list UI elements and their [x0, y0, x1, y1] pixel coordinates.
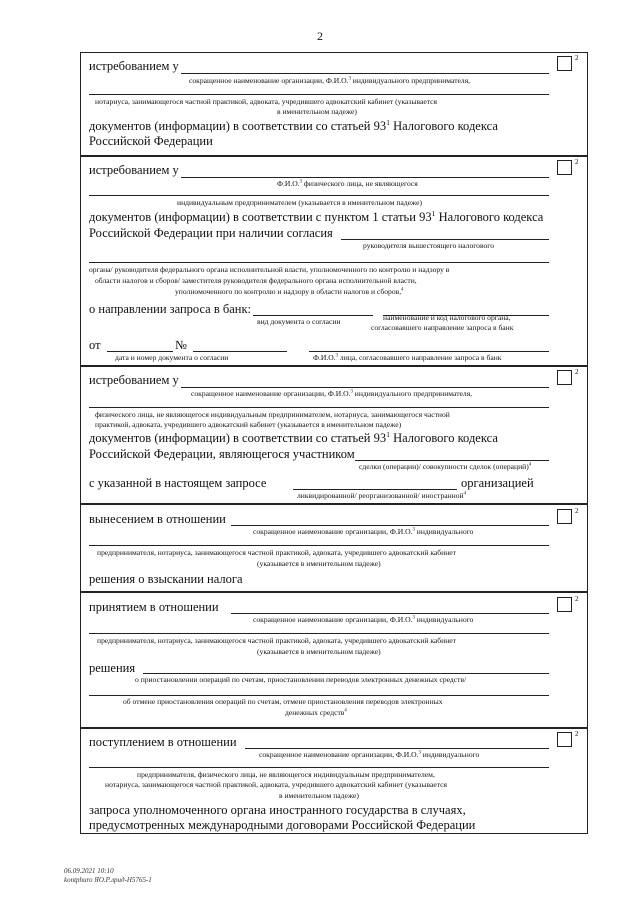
- block-paragraph: о направлении запроса в банк:: [89, 302, 252, 316]
- fill-line[interactable]: [253, 315, 373, 316]
- field-hint: сокращенное наименование организации, Ф.И.О.$^3$ индивидуального: [253, 527, 474, 536]
- field-hint: в именительном падеже): [279, 791, 359, 800]
- fill-line[interactable]: [89, 767, 549, 768]
- checkbox-number: 2: [575, 368, 579, 376]
- option-checkbox[interactable]: [557, 160, 572, 175]
- block-paragraph: Российской Федерации при наличии согласия: [89, 226, 333, 240]
- block-paragraph: организацией: [461, 476, 534, 490]
- field-hint: наименование и код налогового органа,: [383, 313, 511, 322]
- option-checkbox[interactable]: [557, 597, 572, 612]
- block-request-from-organization: [80, 52, 588, 156]
- block-collection-decision: [80, 504, 588, 592]
- fill-line[interactable]: [89, 695, 549, 696]
- field-hint: сокращенное наименование организации, Ф.И.О.$^3$ индивидуального: [253, 615, 474, 624]
- field-hint: вид документа о согласии: [257, 317, 341, 326]
- field-hint: в именительном падеже): [277, 107, 357, 116]
- option-checkbox[interactable]: [557, 509, 572, 524]
- block-request-from-individual: [80, 156, 588, 366]
- footer-source: kontphuro ЯО.Р.лрид-Н5765-1: [64, 876, 152, 884]
- fill-line[interactable]: [89, 94, 549, 95]
- block-foreign-request: [80, 728, 588, 834]
- field-hint: предпринимателя, нотариуса, занимающегося частной практикой, адвоката, учредившего адвокатский кабинет: [97, 636, 456, 645]
- field-hint: руководителя вышестоящего налогового: [363, 241, 495, 250]
- field-hint: сокращенное наименование организации, Ф.И.О.$^3$ индивидуального предпринимателя,: [189, 76, 471, 85]
- field-hint: индивидуальным предпринимателем (указывается в именительном падеже): [177, 198, 423, 207]
- field-hint: Ф.И.О.$^3$ физического лица, не являющегося: [277, 179, 418, 188]
- option-checkbox[interactable]: [557, 56, 572, 71]
- fill-line[interactable]: [341, 239, 549, 240]
- fill-line[interactable]: [181, 73, 549, 74]
- fill-line[interactable]: [231, 525, 549, 526]
- block-paragraph: документов (информации) в соответствии со статьей $93^1$ Налогового кодекса: [89, 429, 498, 445]
- block-paragraph: решения о взыскании налога: [89, 572, 243, 586]
- field-hint: органа/ руководителя федерального органа исполнительной власти, уполномоченного по контролю и надзору в: [89, 265, 450, 274]
- block-lead-text: истребованием у: [89, 59, 179, 73]
- block-paragraph: Российской Федерации: [89, 134, 213, 148]
- block-lead-text: поступлением в отношении: [89, 735, 237, 749]
- field-hint: денежных средств$^4$: [285, 708, 347, 717]
- option-checkbox[interactable]: [557, 732, 572, 747]
- block-lead-text: вынесением в отношении: [89, 512, 226, 526]
- number-sign: №: [175, 338, 187, 352]
- fill-line[interactable]: [89, 633, 549, 634]
- block-paragraph: решения: [89, 661, 136, 675]
- block-paragraph: с указанной в настоящем запросе: [89, 476, 267, 490]
- checkbox-number: 2: [575, 730, 579, 738]
- fill-line[interactable]: [309, 351, 549, 352]
- field-hint: сокращенное наименование организации, Ф.И.О.$^3$ индивидуального предпринимателя,: [191, 389, 473, 398]
- field-hint: уполномоченного по контролю и надзору в области налогов и сборов,$^4$: [175, 287, 404, 296]
- fill-line[interactable]: [355, 460, 549, 461]
- fill-line[interactable]: [245, 748, 549, 749]
- fill-line[interactable]: [181, 177, 549, 178]
- field-hint: (указывается в именительном падеже): [257, 647, 381, 656]
- field-hint: предпринимателя, физического лица, не являющегося индивидуальным предпринимателем,: [137, 770, 435, 779]
- fill-line[interactable]: [89, 545, 549, 546]
- block-lead-text: принятием в отношении: [89, 600, 219, 614]
- field-hint: ликвидированной/ реорганизованной/ иностранной$^4$: [297, 491, 466, 500]
- field-hint: области налогов и сборов/ заместителя руководителя федерального органа исполнительной власти,: [95, 276, 417, 285]
- block-paragraph: запроса уполномоченного органа иностранного государства в случаях,: [89, 803, 466, 817]
- fill-line[interactable]: [89, 407, 549, 408]
- block-lead-text: истребованием у: [89, 163, 179, 177]
- page-number: 2: [317, 29, 323, 43]
- fill-line[interactable]: [181, 387, 549, 388]
- checkbox-number: 2: [575, 158, 579, 166]
- checkbox-number: 2: [575, 595, 579, 603]
- checkbox-number: 2: [575, 54, 579, 62]
- field-hint: дата и номер документа о согласии: [115, 353, 229, 362]
- block-request-from-deal-participant: [80, 366, 588, 504]
- fill-line[interactable]: [89, 195, 549, 196]
- block-paragraph: от: [89, 338, 101, 352]
- checkbox-number: 2: [575, 507, 579, 515]
- fill-line[interactable]: [107, 351, 173, 352]
- field-hint: физического лица, не являющегося индивидуальным предпринимателем, нотариуса, занимающегося частной: [95, 410, 450, 419]
- field-hint: согласовавшего направление запроса в банк: [371, 323, 514, 332]
- field-hint: Ф.И.О.$^3$ лица, согласовавшего направление запроса в банк: [313, 353, 502, 362]
- option-checkbox[interactable]: [557, 370, 572, 385]
- block-suspension-decision: [80, 592, 588, 728]
- footer-date: 06.09.2021 10:10: [64, 867, 114, 875]
- fill-line[interactable]: [143, 673, 549, 674]
- block-paragraph: предусмотренных международными договорами Российской Федерации: [89, 818, 476, 832]
- fill-line[interactable]: [193, 351, 287, 352]
- fill-line[interactable]: [89, 262, 549, 263]
- fill-line[interactable]: [293, 489, 457, 490]
- field-hint: об отмене приостановления операций по счетам, отмене приостановления переводов электронных: [123, 697, 443, 706]
- field-hint: практикой, адвоката, учредившего адвокатский кабинет (указывается в именительном падеже): [95, 420, 402, 429]
- field-hint: сокращенное наименование организации, Ф.И.О.$^3$ индивидуального: [259, 750, 480, 759]
- field-hint: предпринимателя, нотариуса, занимающегося частной практикой, адвоката, учредившего адвокатский кабинет: [97, 548, 456, 557]
- block-paragraph: документов (информации) в соответствии с пунктом 1 статьи $93^1$ Налогового кодекса: [89, 208, 544, 224]
- field-hint: нотариуса, занимающегося частной практикой, адвоката, учредившего адвокатский кабинет (указывается: [105, 780, 448, 789]
- block-paragraph: документов (информации) в соответствии со статьей $93^1$ Налогового кодекса: [89, 117, 498, 133]
- field-hint: нотариуса, занимающегося частной практикой, адвоката, учредившего адвокатский кабинет (указывается: [95, 97, 438, 106]
- block-paragraph: Российской Федерации, являющегося участником: [89, 447, 355, 461]
- fill-line[interactable]: [231, 613, 549, 614]
- field-hint: (указывается в именительном падеже): [257, 559, 381, 568]
- field-hint: о приостановлении операций по счетам, приостановлении переводов электронных денежных средств/: [135, 675, 467, 684]
- block-lead-text: истребованием у: [89, 373, 179, 387]
- field-hint: сделки (операции)/ совокупности сделок (операций)$^4$: [359, 462, 532, 471]
